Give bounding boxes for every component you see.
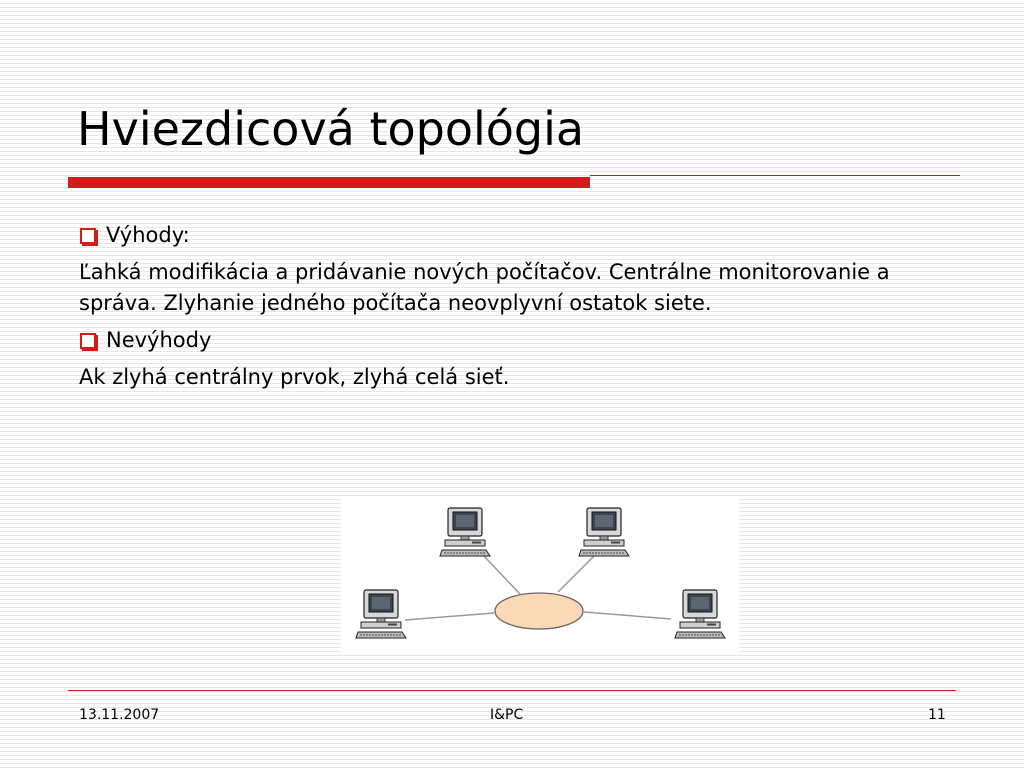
title-underline-thin bbox=[590, 175, 960, 176]
computer-icon bbox=[356, 590, 406, 638]
star-topology-diagram bbox=[341, 496, 739, 652]
bullet-advantages bbox=[79, 220, 919, 251]
link-top-right bbox=[558, 553, 597, 592]
advantages-text: Ľahká modifikácia a pridávanie nových počítačov. Centrálne monitorovanie a správa. Zlyhanie jedného počítača neovplyvní ostatok siete. bbox=[79, 260, 890, 315]
link-right bbox=[584, 612, 671, 619]
disadvantages-text: Ak zlyhá centrálny prvok, zlyhá celá sieť. bbox=[79, 365, 510, 389]
footer-divider bbox=[68, 690, 956, 691]
checkbox-bullet-icon bbox=[80, 333, 96, 349]
slide-content bbox=[79, 220, 919, 393]
footer-course: I&PC bbox=[490, 707, 524, 723]
star-topology-svg bbox=[341, 496, 739, 652]
advantages-heading: Výhody: bbox=[106, 223, 190, 247]
computer-icon bbox=[675, 590, 725, 638]
computer-icon bbox=[579, 508, 629, 556]
computer-icon bbox=[440, 508, 490, 556]
oval-hub-icon bbox=[495, 593, 583, 629]
disadvantages-heading: Nevýhody bbox=[106, 328, 212, 352]
slide-title: Hviezdicová topológia bbox=[77, 102, 585, 156]
page-number: 11 bbox=[928, 707, 946, 723]
link-left bbox=[405, 613, 494, 620]
checkbox-bullet-icon bbox=[80, 228, 96, 244]
bullet-disadvantages bbox=[79, 325, 919, 356]
footer-date: 13.11.2007 bbox=[79, 707, 160, 723]
title-underline-red bbox=[68, 177, 590, 188]
link-top-left bbox=[482, 554, 520, 594]
